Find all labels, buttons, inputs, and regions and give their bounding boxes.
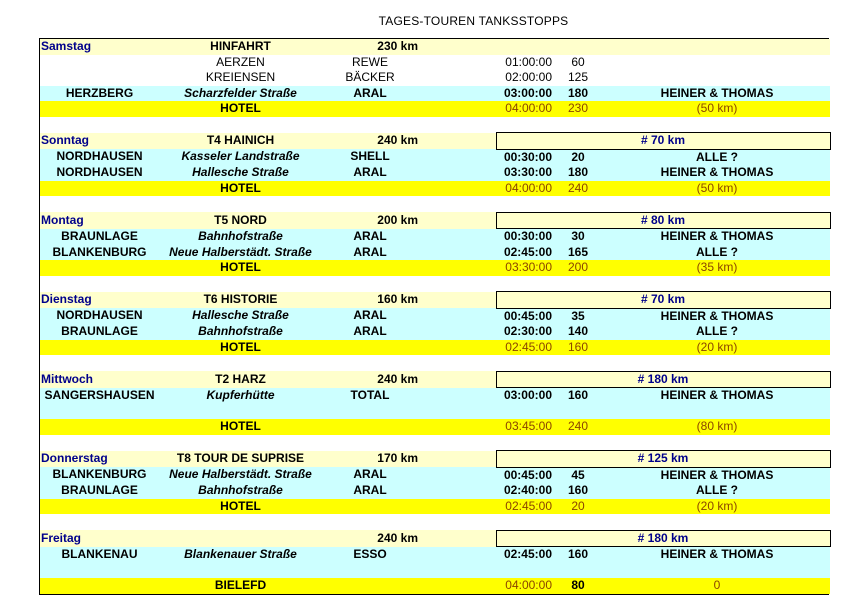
end-time: 03:30:00	[496, 260, 552, 276]
fuel-stop-row	[40, 308, 830, 324]
stop-street: Neue Halberstädt. Straße	[159, 245, 322, 261]
stop-street: Bahnhofstraße	[159, 324, 322, 340]
stop-city: NORDHAUSEN	[40, 149, 159, 165]
stop-brand: ARAL	[322, 308, 418, 324]
end-note: (50 km)	[604, 181, 830, 197]
end-distance: 240	[552, 419, 604, 435]
stop-distance: 20	[552, 149, 604, 165]
empty-cell	[418, 499, 496, 515]
stop-time: 03:30:00	[496, 165, 552, 181]
empty-cell	[418, 371, 496, 388]
empty-cell	[40, 578, 159, 594]
fuel-stop-row	[40, 467, 830, 483]
spacer-row	[40, 435, 830, 451]
day-end-row	[40, 181, 830, 197]
day-end-row	[40, 419, 830, 435]
empty-cell	[418, 483, 496, 499]
end-time: 04:00:00	[496, 101, 552, 117]
end-time: 04:00:00	[496, 578, 552, 594]
empty-cell	[418, 39, 496, 55]
tour-distance: 240 km	[322, 371, 418, 388]
day-name: Dienstag	[40, 292, 159, 309]
spacer-cell	[40, 196, 830, 212]
empty-cell	[418, 530, 496, 547]
end-time: 04:00:00	[496, 181, 552, 197]
day-end-row	[40, 101, 830, 117]
stop-distance	[552, 404, 604, 420]
stop-brand	[322, 563, 418, 579]
page-title	[0, 14, 865, 28]
stop-distance: 160	[552, 547, 604, 563]
distance-note: # 180 km	[496, 530, 830, 547]
fuel-stop-row	[40, 149, 830, 165]
empty-cell	[40, 101, 159, 117]
stop-riders: HEINER & THOMAS	[604, 165, 830, 181]
empty-cell	[418, 101, 496, 117]
fuel-stop-row	[40, 547, 830, 563]
spacer-row	[40, 196, 830, 212]
empty-cell	[496, 39, 830, 55]
day-header-row	[40, 292, 830, 309]
stop-street: Bahnhofstraße	[159, 483, 322, 499]
stop-street	[159, 563, 322, 579]
stop-street	[159, 404, 322, 420]
stop-time	[496, 404, 552, 420]
end-note: (50 km)	[604, 101, 830, 117]
stop-riders: HEINER & THOMAS	[604, 308, 830, 324]
day-header-row	[40, 212, 830, 229]
tour-name	[159, 530, 322, 547]
stop-brand	[322, 404, 418, 420]
stop-riders: HEINER & THOMAS	[604, 86, 830, 102]
stop-street: Neue Halberstädt. Straße	[159, 467, 322, 483]
end-label: HOTEL	[159, 181, 322, 197]
stop-street: KREIENSEN	[159, 70, 322, 86]
stop-street: Hallesche Straße	[159, 165, 322, 181]
fuel-stop-row	[40, 404, 830, 420]
stop-riders	[604, 563, 830, 579]
end-distance: 20	[552, 499, 604, 515]
distance-note: # 80 km	[496, 212, 830, 229]
spacer-cell	[40, 355, 830, 371]
tour-distance: 240 km	[322, 133, 418, 150]
day-end-row	[40, 260, 830, 276]
stop-riders: HEINER & THOMAS	[604, 467, 830, 483]
stop-city: SANGERSHAUSEN	[40, 388, 159, 404]
spacer-cell	[40, 276, 830, 292]
end-note: (80 km)	[604, 419, 830, 435]
distance-note: # 70 km	[496, 292, 830, 309]
stop-time: 00:30:00	[496, 229, 552, 245]
stop-time	[496, 563, 552, 579]
end-note: 0	[604, 578, 830, 594]
tour-name: T6 HISTORIE	[159, 292, 322, 309]
stop-time: 02:40:00	[496, 483, 552, 499]
stop-distance	[552, 563, 604, 579]
end-distance: 160	[552, 340, 604, 356]
stop-distance: 160	[552, 483, 604, 499]
spacer-row	[40, 117, 830, 133]
stop-time: 02:00:00	[496, 70, 552, 86]
end-label: BIELEFD	[159, 578, 322, 594]
stop-street: Hallesche Straße	[159, 308, 322, 324]
stop-riders: HEINER & THOMAS	[604, 388, 830, 404]
stop-city: BRAUNLAGE	[40, 483, 159, 499]
empty-cell	[418, 149, 496, 165]
tour-distance: 230 km	[322, 39, 418, 55]
end-note: (35 km)	[604, 260, 830, 276]
stop-city: NORDHAUSEN	[40, 165, 159, 181]
distance-note: # 180 km	[496, 371, 830, 388]
end-distance: 230	[552, 101, 604, 117]
day-end-row	[40, 340, 830, 356]
stop-riders: ALLE ?	[604, 149, 830, 165]
stop-brand: ARAL	[322, 467, 418, 483]
stop-city: BRAUNLAGE	[40, 229, 159, 245]
end-label: HOTEL	[159, 419, 322, 435]
schedule-body	[40, 39, 830, 594]
empty-cell	[418, 388, 496, 404]
empty-cell	[418, 563, 496, 579]
empty-cell	[418, 212, 496, 229]
empty-cell	[418, 578, 496, 594]
fuel-stop-row	[40, 70, 830, 86]
empty-cell	[418, 260, 496, 276]
stop-city: BLANKENBURG	[40, 467, 159, 483]
day-name: Sonntag	[40, 133, 159, 150]
stop-riders: HEINER & THOMAS	[604, 229, 830, 245]
stop-riders	[604, 70, 830, 86]
empty-cell	[418, 308, 496, 324]
stop-street: Kupferhütte	[159, 388, 322, 404]
stop-city: BLANKENBURG	[40, 245, 159, 261]
tour-distance: 170 km	[322, 451, 418, 468]
fuel-stop-row	[40, 483, 830, 499]
tour-distance: 240 km	[322, 530, 418, 547]
stop-time: 00:30:00	[496, 149, 552, 165]
fuel-stop-row	[40, 324, 830, 340]
stop-brand: ARAL	[322, 483, 418, 499]
stop-distance: 30	[552, 229, 604, 245]
empty-cell	[418, 547, 496, 563]
day-header-row	[40, 451, 830, 468]
day-header-row	[40, 39, 830, 55]
stop-riders: ALLE ?	[604, 483, 830, 499]
end-label: HOTEL	[159, 101, 322, 117]
stop-distance: 160	[552, 388, 604, 404]
end-label: HOTEL	[159, 340, 322, 356]
day-name: Samstag	[40, 39, 159, 55]
fuel-stop-row	[40, 388, 830, 404]
stop-city: NORDHAUSEN	[40, 308, 159, 324]
stop-distance: 35	[552, 308, 604, 324]
day-name: Mittwoch	[40, 371, 159, 388]
day-end-row	[40, 578, 830, 594]
stop-riders	[604, 55, 830, 71]
stop-city	[40, 404, 159, 420]
stop-brand: ARAL	[322, 324, 418, 340]
empty-cell	[40, 181, 159, 197]
tour-name: T8 TOUR DE SUPRISE	[159, 451, 322, 468]
stop-street: Blankenauer Straße	[159, 547, 322, 563]
page-title-text: TAGES-TOUREN TANKSSTOPPS	[378, 14, 569, 28]
stop-riders: ALLE ?	[604, 245, 830, 261]
empty-cell	[418, 404, 496, 420]
end-distance: 240	[552, 181, 604, 197]
day-header-row	[40, 530, 830, 547]
stop-brand: ARAL	[322, 165, 418, 181]
stop-distance: 60	[552, 55, 604, 71]
stop-riders	[604, 404, 830, 420]
day-name: Freitag	[40, 530, 159, 547]
empty-cell	[418, 86, 496, 102]
spacer-cell	[40, 435, 830, 451]
end-distance: 200	[552, 260, 604, 276]
stop-distance: 180	[552, 165, 604, 181]
empty-cell	[418, 70, 496, 86]
end-label: HOTEL	[159, 260, 322, 276]
end-note: (20 km)	[604, 340, 830, 356]
empty-cell	[418, 292, 496, 309]
day-end-row	[40, 499, 830, 515]
fuel-stop-row	[40, 245, 830, 261]
day-header-row	[40, 133, 830, 150]
end-time: 02:45:00	[496, 340, 552, 356]
end-time: 02:45:00	[496, 499, 552, 515]
empty-cell	[40, 499, 159, 515]
fuel-stop-row	[40, 165, 830, 181]
stop-distance: 140	[552, 324, 604, 340]
empty-cell	[322, 340, 418, 356]
spacer-row	[40, 276, 830, 292]
tour-distance: 200 km	[322, 212, 418, 229]
empty-cell	[322, 181, 418, 197]
stop-time: 02:30:00	[496, 324, 552, 340]
stop-time: 00:45:00	[496, 467, 552, 483]
stop-time: 00:45:00	[496, 308, 552, 324]
stop-brand: BÄCKER	[322, 70, 418, 86]
empty-cell	[418, 451, 496, 468]
stop-street: Kasseler Landstraße	[159, 149, 322, 165]
empty-cell	[40, 419, 159, 435]
tour-name: T4 HAINICH	[159, 133, 322, 150]
empty-cell	[418, 467, 496, 483]
fuel-stop-row	[40, 55, 830, 71]
day-name: Donnerstag	[40, 451, 159, 468]
empty-cell	[418, 165, 496, 181]
empty-cell	[418, 55, 496, 71]
stop-street: AERZEN	[159, 55, 322, 71]
stop-time: 03:00:00	[496, 86, 552, 102]
stop-time: 02:45:00	[496, 245, 552, 261]
stop-brand: SHELL	[322, 149, 418, 165]
empty-cell	[322, 499, 418, 515]
tour-name: HINFAHRT	[159, 39, 322, 55]
spacer-cell	[40, 117, 830, 133]
stop-brand: ARAL	[322, 229, 418, 245]
empty-cell	[322, 260, 418, 276]
end-time: 03:45:00	[496, 419, 552, 435]
empty-cell	[418, 340, 496, 356]
empty-cell	[418, 419, 496, 435]
distance-note: # 70 km	[496, 133, 830, 150]
stop-city	[40, 70, 159, 86]
stop-city	[40, 563, 159, 579]
stop-time: 01:00:00	[496, 55, 552, 71]
stop-brand: ARAL	[322, 86, 418, 102]
day-header-row	[40, 371, 830, 388]
stop-city: HERZBERG	[40, 86, 159, 102]
fuel-stop-row	[40, 229, 830, 245]
schedule-sheet	[39, 38, 829, 595]
empty-cell	[418, 245, 496, 261]
stop-distance: 165	[552, 245, 604, 261]
end-distance: 80	[552, 578, 604, 594]
stop-distance: 180	[552, 86, 604, 102]
empty-cell	[40, 340, 159, 356]
stop-city: BLANKENAU	[40, 547, 159, 563]
empty-cell	[322, 578, 418, 594]
distance-note: # 125 km	[496, 451, 830, 468]
stop-street: Scharzfelder Straße	[159, 86, 322, 102]
stop-city	[40, 55, 159, 71]
stop-riders: ALLE ?	[604, 324, 830, 340]
empty-cell	[418, 229, 496, 245]
tour-name: T5 NORD	[159, 212, 322, 229]
stop-brand: TOTAL	[322, 388, 418, 404]
empty-cell	[418, 133, 496, 150]
stop-city: BRAUNLAGE	[40, 324, 159, 340]
empty-cell	[322, 101, 418, 117]
schedule-table	[40, 39, 831, 594]
day-name: Montag	[40, 212, 159, 229]
stop-distance: 45	[552, 467, 604, 483]
stop-distance: 125	[552, 70, 604, 86]
end-note: (20 km)	[604, 499, 830, 515]
stop-brand: ARAL	[322, 245, 418, 261]
tour-distance: 160 km	[322, 292, 418, 309]
spacer-row	[40, 514, 830, 530]
stop-time: 03:00:00	[496, 388, 552, 404]
stop-time: 02:45:00	[496, 547, 552, 563]
empty-cell	[322, 419, 418, 435]
empty-cell	[418, 324, 496, 340]
fuel-stop-row	[40, 563, 830, 579]
stop-brand: REWE	[322, 55, 418, 71]
stop-street: Bahnhofstraße	[159, 229, 322, 245]
stop-brand: ESSO	[322, 547, 418, 563]
tour-name: T2 HARZ	[159, 371, 322, 388]
spacer-row	[40, 355, 830, 371]
stop-riders: HEINER & THOMAS	[604, 547, 830, 563]
empty-cell	[418, 181, 496, 197]
end-label: HOTEL	[159, 499, 322, 515]
empty-cell	[40, 260, 159, 276]
fuel-stop-row	[40, 86, 830, 102]
spacer-cell	[40, 514, 830, 530]
